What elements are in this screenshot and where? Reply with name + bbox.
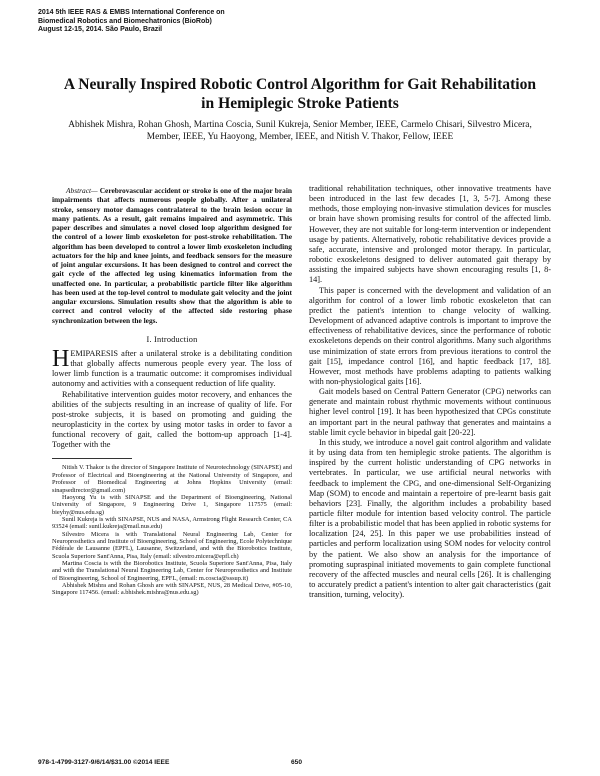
footnote: Haoyong Yu is with SINAPSE and the Department of Bioengineering, National University of Singapore, 9 Engineering Drive 1, Singapore 117575 (email: bieyhy@nus.edu.sg) (52, 493, 292, 516)
page-number: 650 (291, 759, 303, 766)
abstract-text: Cerebrovascular accident or stroke is one of the major brain impairments that affects numerous people globally. After a unilateral stroke, sensory motor damages contralateral to the brain lesion occur in many patients. As a result, gait remains impaired and asymmetric. This paper describes and simulates a novel closed loop algorithm designed for the control of a lower limb exoskeleton for post-stroke rehabilitation. The algorithm has been developed to control a lower limb exoskeleton including actuators for the hip and knee joints, and feedback sensors for the measure of joint angular excursions. It has been designed to control and correct the gait cycle of the affected leg using kinematics information from the unaffected one. In particular, a probabilistic particle filter like algorithm has been used at the top-level control to modulate gait velocity and the joint angular excursions. Simulation results show that the algorithm is able to correct and control velocity of the affected side restoring phase synchronization between the legs. (52, 186, 292, 325)
right-paragraph-4: In this study, we introduce a novel gait control algorithm and validate it by using data from ten hemiplegic stroke patients. The algorithm is inspired by the current holistic understanding of CPG networks in vertebrates. In particular, we use artificial neural networks with feedback to implement the CPG, and one-dimensional Self-Organizing Map (SOM) to encode and maintain a repertoire of pre-learnt basis gait behaviors [23]. Finally, the algorithm includes a probability based particle filter module for intention based velocity control. The particle filter is a probabilistic model that has been applied in robotic systems for localization [24, 25]. In this paper we use probabilities instead of particles and perform localization using SOM nodes for velocity control by the patient. We also show an analysis for the importance of promoting supraspinal initiated movements to gain complete functional recovery of the affected muscles and neural cells [26]. It is challenging to accurately predict a patient's intention to alter gait characteristics (gait transition, turning, velocity). (309, 437, 551, 600)
right-paragraph-3: Gait models based on Central Pattern Generator (CPG) networks can generate and maintain robust rhythmic movements without continuous higher level control [19]. It has been hypothesized that CPGs constitute an important part in the neural pathway that generates and maintains a stable limit cycle behavior in bipedal gait [20-22]. (309, 387, 551, 437)
footnote: Martina Coscia is with the Biorobotics Institute, Scuola Superiore Sant'Anna, Pisa, Italy and with the Translational Neural Engineering Lab, Center for Neuroprosthetics and Institute of Bioengineering, School of Engineering, EPFL, (email: m.coscia@sssup.it) (52, 559, 292, 582)
right-paragraph-2: This paper is concerned with the development and validation of an algorithm for control of a lower limb robotic exoskeleton that can predict the patient's intention to change velocity of walking. Development of advanced adaptive controls is important to improve the effectiveness of rehabilitative devices, since the performance of robotic exoskeletons depends on their control algorithms. Many such algorithms use minimization of state errors from previous iterations to control the gait [15], impedance control [16], and haptic feedback [17, 18]. However, most methods have problems adapting to patients walking with non-physiological gaits [16]. (309, 285, 551, 386)
conference-line-1: 2014 5th IEEE RAS & EMBS International Conference on (38, 9, 225, 16)
intro-paragraph-2: Rehabilitative intervention guides motor recovery, and enhances the abilities of the subjects resulting in an increase of quality of life. For post-stroke subjects, it is based on promoting and guiding the neuroplasticity in the cortex by using motor tasks in order to favor a functional recovery of gait, called the bottom-up approach [1-4]. Together with the (52, 389, 292, 450)
author-list: Abhishek Mishra, Rohan Ghosh, Martina Coscia, Sunil Kukreja, Senior Member, IEEE, Carmelo Chisari, Silvestro Micera, Member, IEEE, Yu Haoyong, Member, IEEE, and Nitish V. Thakor, Fellow, IEEE (68, 120, 532, 142)
footnote-divider (52, 458, 132, 459)
right-paragraph-1: traditional rehabilitation techniques, other innovative treatments have been introduced in the last few decades [1, 3, 5-7]. Among these methods, those employing non-invasive stimulation devices for muscles or brain have shown promising results for control of the affected limb. However, they are not suitable for long-term intervention or independent usage by patients. Alternatively, robotic rehabilitative devices provide a safe, accurate, intensive and prolonged motor therapy. In particular, robotic exoskeletons designed to deliver automated gait therapy by assisting the impaired subjects have shown encouraging results [1, 8-14]. (309, 184, 551, 285)
conference-line-2: Biomedical Robotics and Biomechatronics (BioRob) (38, 17, 212, 25)
intro-paragraph-1-text: EMIPARESIS after a unilateral stroke is a debilitating condition that globally affects numerous people every year. The loss of lower limb function is a traumatic outcome: it compromises individual autonomy and activities with a consequent reduction of life quality. (52, 348, 292, 389)
footnote: Abhishek Mishra and Rohan Ghosh are with SINAPSE, NUS, 28 Medical Drive, #05-10, Singapore 117456. (email: a.bhishek.mishra@nus.edu.sg) (52, 581, 292, 597)
drop-cap: H (52, 345, 70, 372)
paper-title: A Neurally Inspired Robotic Control Algorithm for Gait Rehabilitation in Hemiplegic Stroke Patients (63, 76, 537, 112)
left-column (52, 186, 292, 597)
section-heading-introduction: I. Introduction (146, 334, 198, 344)
footnote: Sunil Kukreja is with SINAPSE, NUS and NASA, Armstrong Flight Research Center, CA 93524 (email: sunil.kukreja@mail.nus.edu) (52, 515, 292, 531)
footnote: Nitish V. Thakor is the director of Singapore Institute of Neurotechnology (SINAPSE) and Professor of Electrical and Bioengineering at the National University of Singapore, and Professor of Biomedical Engineering at Johns Hopkins University (email: sinapsedirector@gmail.com) (52, 464, 292, 494)
intro-paragraph-1 (52, 345, 292, 390)
conference-header (38, 9, 368, 35)
abstract-label: Abstract— (66, 186, 98, 195)
abstract (52, 186, 292, 325)
conference-line-3: August 12-15, 2014. São Paulo, Brazil (38, 26, 163, 34)
footer-copyright: 978-1-4799-3127-9/6/14/$31.00 ©2014 IEEE (38, 759, 170, 766)
right-column (309, 184, 551, 600)
footnote: Silvestro Micera is with Translational Neural Engineering Lab, Center for Neuroprosthetics and Institute of Bioengineering, School of Engineering, Ecole Polytechnique Fédérale de Lausanne (EPFL), Lausanne, Switzerland, and with the Biorobotics Institute, Scuola Superiore Sant'Anna, Pisa, Italy (email: silvestro.micera@epfl.ch) (52, 530, 292, 560)
